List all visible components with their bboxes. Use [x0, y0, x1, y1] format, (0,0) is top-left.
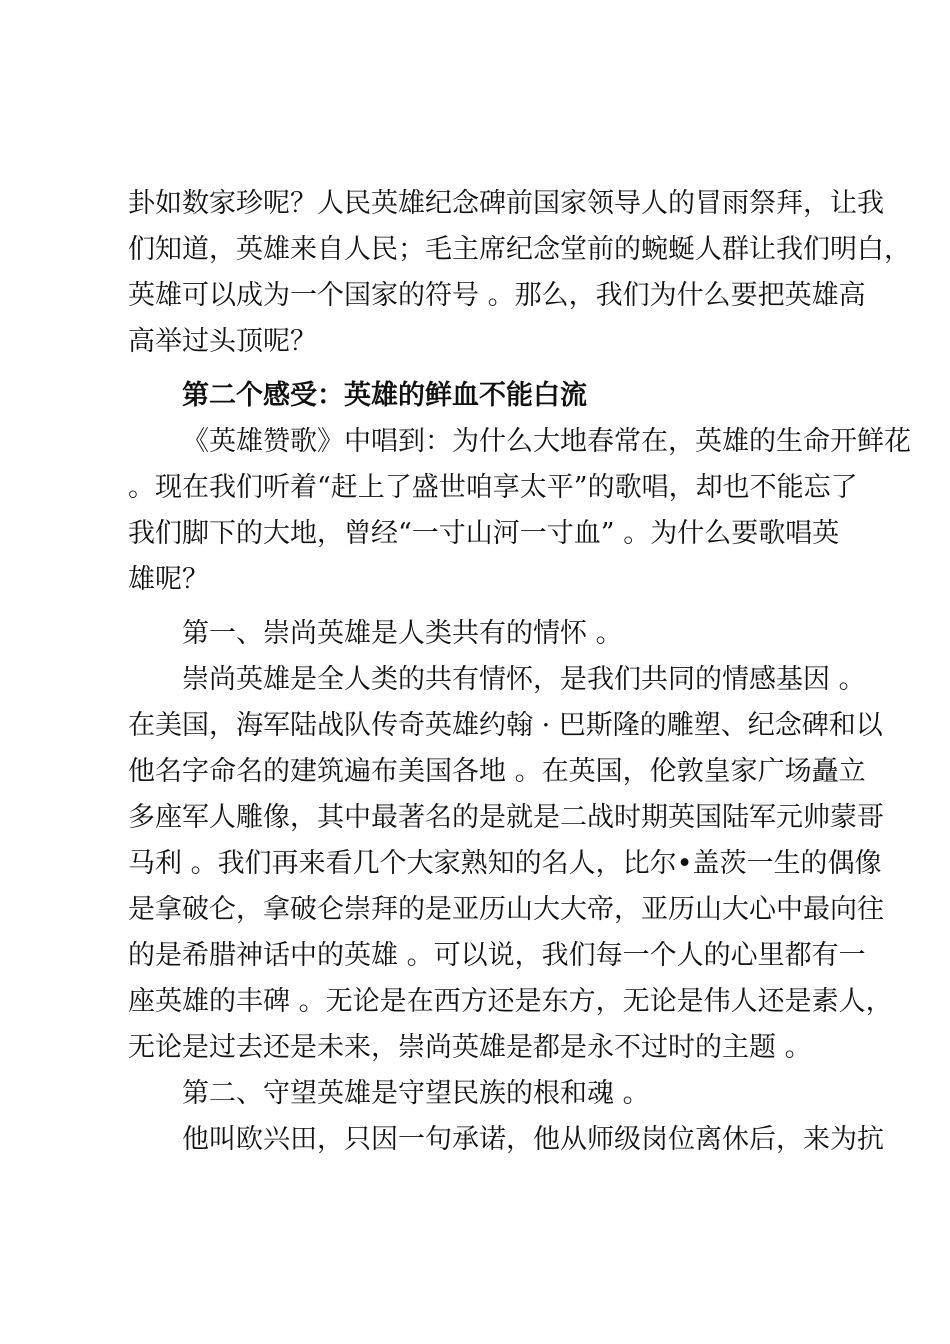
- paragraph-line: 多座军人雕像，其中最著名的是就是二战时期英国陆军元帅蒙哥: [128, 802, 884, 833]
- paragraph-line: 们知道，英雄来自人民；毛主席纪念堂前的蜿蜒人群让我们明白，: [128, 234, 911, 265]
- paragraph-line: 。现在我们听着“赶上了盛世咱享太平”的歌唱，却也不能忘了: [128, 472, 858, 503]
- paragraph-line: 我们脚下的大地，曾经“一寸山河一寸血” 。为什么要歌唱英: [128, 518, 840, 549]
- paragraph-line: 英雄可以成为一个国家的符号 。那么，我们为什么要把英雄高: [128, 280, 866, 311]
- paragraph-line: 是拿破仑，拿破仑崇拜的是亚历山大大帝，亚历山大心中最向往: [128, 894, 884, 925]
- paragraph-line: 他叫欧兴田，只因一句承诺，他从师级岗位离休后，来为抗: [182, 1124, 884, 1155]
- paragraph-line: 马利 。我们再来看几个大家熟知的名人，比尔•盖茨一生的偶像: [128, 848, 882, 879]
- paragraph-line: 无论是过去还是未来，崇尚英雄是都是永不过时的主题 。: [128, 1032, 812, 1063]
- paragraph-line: 雄呢？: [128, 564, 209, 595]
- subsection-heading: 第一、崇尚英雄是人类共有的情怀 。: [182, 618, 623, 649]
- paragraph-line: 他名字命名的建筑遍布美国各地 。在英国，伦敦皇家广场矗立: [128, 756, 866, 787]
- subsection-heading: 第二、守望英雄是守望民族的根和魂 。: [182, 1078, 650, 1109]
- body-text: [128, 181, 911, 1163]
- paragraph-line: 《英雄赞歌》中唱到：为什么大地春常在，英雄的生命开鲜花: [182, 426, 911, 457]
- paragraph-line: 的是希腊神话中的英雄 。可以说，我们每一个人的心里都有一: [128, 940, 866, 971]
- paragraph-line: 崇尚英雄是全人类的共有情怀，是我们共同的情感基因 。: [182, 664, 866, 695]
- paragraph-line: 在美国，海军陆战队传奇英雄约翰 · 巴斯隆的雕塑、纪念碑和以: [128, 710, 883, 741]
- paragraph-line: 卦如数家珍呢？人民英雄纪念碑前国家领导人的冒雨祭拜，让我: [128, 188, 884, 219]
- section-heading: 第二个感受：英雄的鲜血不能白流: [182, 380, 587, 411]
- paragraph-line: 座英雄的丰碑 。无论是在西方还是东方，无论是伟人还是素人，: [128, 986, 893, 1017]
- paragraph-line: 高举过头顶呢？: [128, 326, 317, 357]
